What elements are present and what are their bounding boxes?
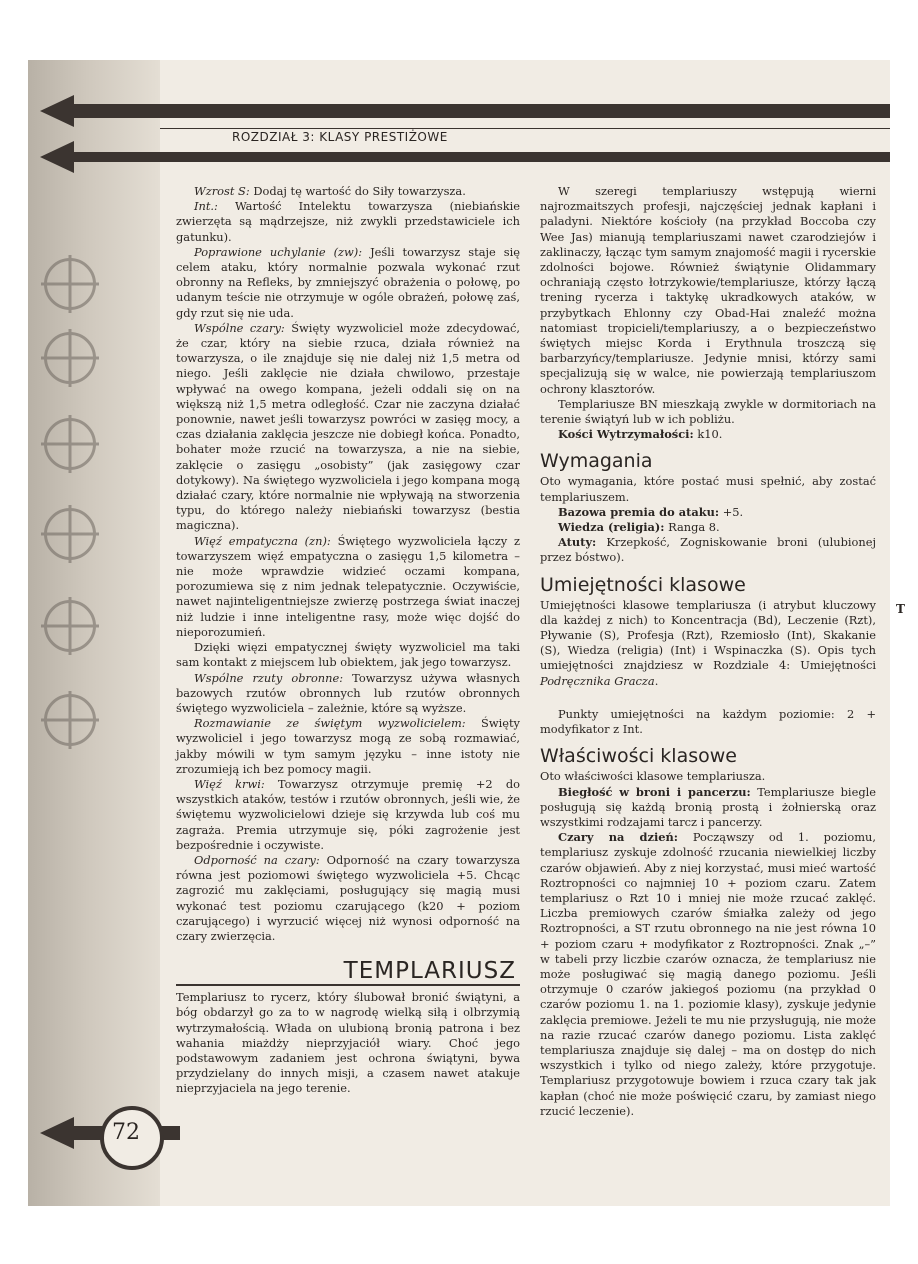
paragraph: W szeregi templariuszy wstępują wierni najrozmaitszych profesji, najczęściej jednak kapłani i paladyni. Niektóre kościoły (na przykład Boccoba czy Wee Jas) mianują templariuszami nawet czarodziejów i zaklinaczy, łącząc tym samym znajomość magii i rycerskie zdolności bojowe. Również świątynie Olidammary ochraniają często łotrzykowie/templariusze, którzy łączą trening rycerza i taktykę ukradkowych ataków, w przybytkach Ehlonny czy Obad-Hai znaleźć można natomiast tropicieli/templariuszy, a o bezpieczeństwo świętych miejsc Korda i Erythnula troszczą się barbarzyńcy/templariusze. Jedynie mnisi, którzy sami specjalizują się w walce, nie powierzają templariuszom ochrony klasztorów. [540, 184, 876, 396]
arrow-head-footer [40, 1117, 74, 1149]
paragraph: Wspólne czary: Święty wyzwoliciel może zdecydować, że czar, który na siebie rzuca, działa również na towarzysza, o ile znajduje się nie dalej niż 1,5 metra od niego. Jeśli zaklęcie nie działa chwilowo, przestaje wpływać na owego kompana, jeżeli oddali się on na większą niż 1,5 metra odległość. Czar nie zaczyna działać ponownie, nawet jeśli towarzysz powróci w zasięg mocy, a czas działania zaklęcia jeszcze nie dobiegł końca. Ponadto, bohater może rzucić na towarzysza, a nie na siebie, zaklęcie o zasięgu „osobisty” (jak zasięgowy czar dotykowy). Na świętego wyzwoliciela i jego kompana mogą działać czary, które normalnie nie wpływają na stworzenia typu, do którego należy niebiański towarzysz (bestia magiczna). [176, 320, 521, 533]
paragraph: Poprawione uchylanie (zw): Jeśli towarzysz staje się celem ataku, który normalnie pozwala wykonać rzut obronny na Refleks, by zmniejszyć obrażenia o połowę, po udanym teście nie otrzymuje w ogóle obrażeń, połowę zaś, gdy rzut się nie uda. [176, 244, 521, 320]
holy-symbol-icon [44, 694, 96, 746]
right-column [540, 184, 876, 1119]
arrow-head-bottom [40, 141, 74, 173]
paragraph: Oto właściwości klasowe templariusza. [540, 769, 766, 784]
paragraph: Templariusz to rycerz, który ślubował bronić świątyni, a bóg obdarzył go za to w nagrodę wielką siłą i olbrzymią wytrzymałością. Włada on ulubioną bronią patrona i bez wahania miażdży nieprzyjaciół wiary. Choć jego podstawowym zadaniem jest ochrona świątyni, bywa przydzielany do innych misji, a czasem nawet atakuje nieprzyjaciela na jego terenie. [176, 990, 520, 1096]
paragraph: Rozmawianie ze świętym wyzwolicielem: Święty wyzwoliciel i jego towarzysz mogą ze sobą rozmawiać, jakby mówili w tym samym języku – inne istoty nie zrozumieją ich bez pomocy magii. [176, 716, 520, 776]
holy-symbol-icon [44, 258, 96, 310]
requirement-item: Atuty: Krzepkość, Zogniskowanie broni (ulubionej przez bóstwo). [540, 535, 876, 565]
section-title: TEMPLARIUSZ [176, 958, 520, 986]
paragraph: Dzięki więzi empatycznej święty wyzwoliciel ma taki sam kontakt z miejscem lub obiektem, jak jego towarzysz. [176, 640, 520, 670]
arrow-head-top [40, 95, 74, 127]
paragraph: Wzrost S: Dodaj tę wartość do Siły towarzysza. [194, 184, 466, 198]
feature-item: Biegłość w broni i pancerzu: Templariusze biegle posługują się każdą bronią prostą i żołnierską oraz wszystkimi rodzajami tarcz i pancerzy. [540, 784, 876, 829]
requirements-heading: Wymagania [540, 450, 653, 473]
page-edge-letter: T [896, 602, 905, 616]
requirement-item: Wiedza (religia): Ranga 8. [558, 520, 720, 535]
paragraph: Wspólne rzuty obronne: Towarzysz używa własnych bazowych rzutów obronnych lub rzutów obronnych świętego wyzwoliciela – zależnie, które są wyższe. [176, 670, 520, 715]
page-number: 72 [112, 1120, 140, 1145]
paragraph: Int.: Wartość Intelektu towarzysza (niebiańskie zwierzęta są mądrzejsze, niż zwykli przedstawiciele ich gatunku). [176, 199, 520, 244]
paragraph: Umiejętności klasowe templariusza (i atrybut kluczowy dla każdej z nich) to Koncentracja (Bd), Leczenie (Rzt), Pływanie (S), Profesja (Rzt), Rzemiosło (Int), Skakanie (S), Wiedza (religia) (Int) i Wspinaczka (S). Opis tych umiejętności znajdziesz w Rozdziale 4: Umiejętności Podręcznika Gracza. [540, 597, 876, 688]
chapter-title: ROZDZIAŁ 3: KLASY PRESTIŻOWE [232, 130, 448, 144]
holy-symbol-icon [44, 418, 96, 470]
hit-dice: Kości Wytrzymałości: k10. [558, 427, 723, 442]
paragraph: Więź empatyczna (zn): Świętego wyzwoliciela łączy z towarzyszem więź empatyczna o zasięgu 1,5 kilometra – nie może wprawdzie widzieć oczami kompana, porozumiewa się z nim jednak telepatycznie. Oczywiście, nawet najinteligentniejsze zwierzę postrzega świat inaczej niż ludzie i inne inteligentne rasy, może więc dojść do nieporozumień. [176, 533, 521, 639]
features-heading: Właściwości klasowe [540, 745, 737, 768]
header-arrow-top [70, 104, 890, 118]
skills-heading: Umiejętności klasowe [540, 573, 746, 596]
requirement-item: Bazowa premia do ataku: +5. [558, 504, 744, 519]
feature-item: Czary na dzień: Począwszy od 1. poziomu, templariusz zyskuje zdolność rzucania niewielkiej liczby czarów objawień. Aby z niej korzystać, musi mieć wartość Roztropności co najmniej 10 + poziom czaru. Zatem templariusz o Rzt 10 i mniej nie może rzucać zaklęć. Liczba premiowych czarów śmiałka zależy od jego Roztropności, a ST rzutu obronnego na nie jest równa 10 + poziom czaru + modyfikator z Roztropności. Znak „–” w tabeli przy liczbie czarów oznacza, że templariusz nie może posługiwać się magią danego poziomu. Jeśli otrzymuje 0 czarów jakiegoś poziomu (na przykład 0 czarów poziomu 1. na 1. poziomie klasy), zyskuje jedynie zaklęcia premiowe. Jeżeli te mu nie przysługują, nie może na razie rzucać czarów danego poziomu. Lista zaklęć templariusza znajduje się dalej – ma on dostęp do nich wszystkich i tylko od niego zależy, które przygotuje. Templariusz przygotowuje bowiem i rzuca czary tak jak kapłan (choć nie może poświęcić czaru, by zamiast niego rzucić leczenie). [540, 830, 876, 1118]
paragraph: Punkty umiejętności na każdym poziomie: 2 + modyfikator z Int. [540, 706, 876, 737]
left-column [176, 184, 520, 1097]
holy-symbol-icon [44, 508, 96, 560]
header-arrow-bottom [70, 152, 890, 162]
holy-symbol-icon [44, 332, 96, 384]
paragraph: Oto wymagania, które postać musi spełnić, aby zostać templariuszem. [540, 474, 876, 504]
paragraph: Więź krwi: Towarzysz otrzymuje premię +2 do wszystkich ataków, testów i rzutów obronnych, jeśli wie, że świętemu wyzwolicielowi dzieje się krzywda lub coś mu zagraża. Premia utrzymuje się, póki zagrożenie jest bezpośrednie i oczywiste. [176, 776, 520, 852]
paragraph: Templariusze BN mieszkają zwykle w dormitoriach na terenie świątyń lub w ich pobliżu. [540, 396, 876, 427]
holy-symbol-icon [44, 600, 96, 652]
paragraph: Odporność na czary: Odporność na czary towarzysza równa jest poziomowi świętego wyzwoliciela +5. Chcąc zagrozić mu zaklęciami, posługujący się magią musi wykonać test poziomu czarującego (k20 + poziom czarującego) i wyrzucić więcej niż wynosi odporność na czary zwierzęcia. [176, 852, 520, 943]
